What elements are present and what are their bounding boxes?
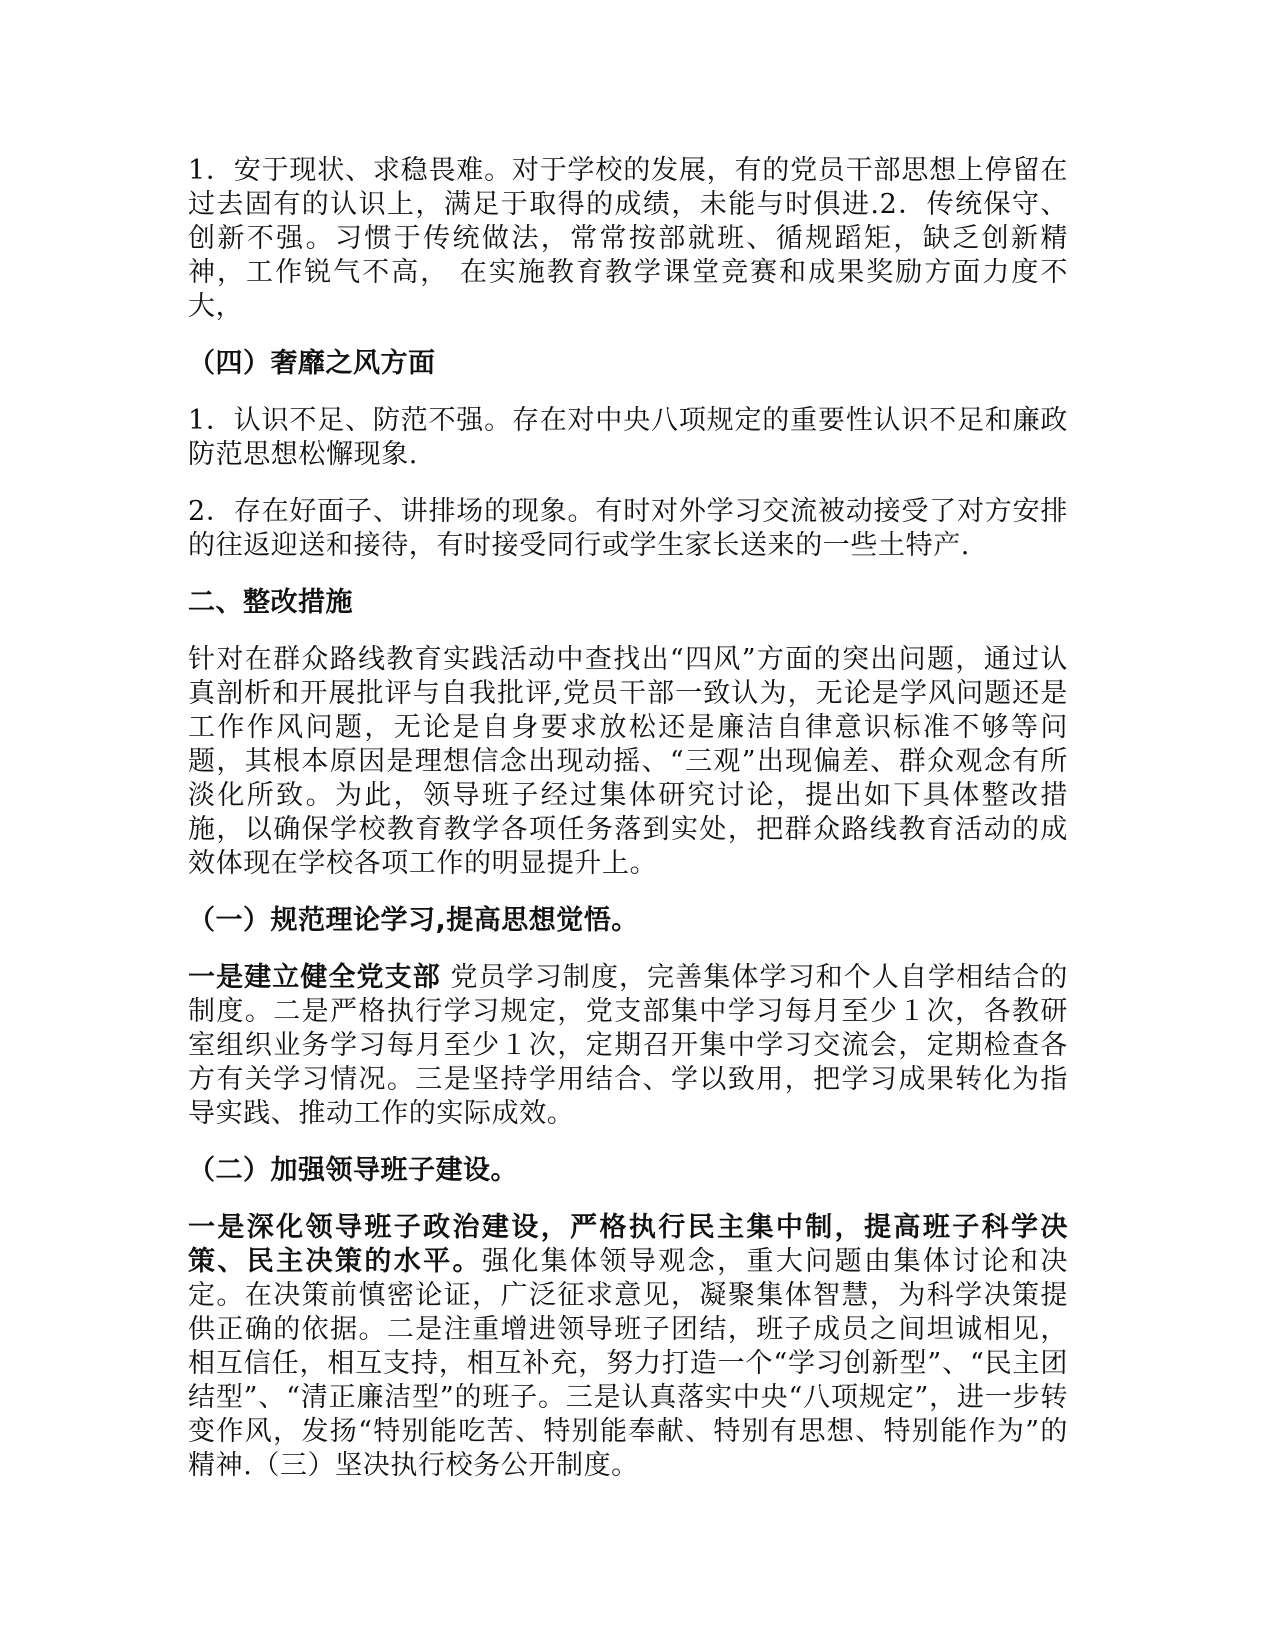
heading-leadership-building: （二）加强领导班子建设。 [188,1155,518,1186]
paragraph-body-text: 强化集体领导观念，重大问题由集体讨论和决定。在决策前慎密论证，广泛征求意见，凝聚集体智慧，为科学决策提供正确的依据。二是注重增进领导班子团结，班子成员之间坦诚相见，相互信任，相互支持，相互补充，努力打造一个“学习创新型”、“民主团结型”、“清正廉洁型”的班子。三是认真落实中央“八项规定”，进一步转变作风，发扬“特别能吃苦、特别能奉献、特别有思想、特别能作为”的 精神.（三）坚决执行校务公开制度。 [188,1246,1069,1481]
paragraph-leadership [188,1211,1068,1483]
paragraph-root-cause: 针对在群众路线教育实践活动中查找出“四风”方面的突出问题，通过认真剖析和开展批评与自我批评,党员干部一致认为，无论是学风问题还是工作作风问题，无论是自身要求放松还是廉洁自律意识标准不够等问题，其根本原因是理想信念出现动摇、“三观”出现偏差、群众观念有所淡化所致。为此，领导班子经过集体研究讨论，提出如下具体整改措施，以确保学校教育教学各项任务落到实处，把群众路线教育活动的成效体现在学校各项工作的明显提升上。 [188,644,1068,879]
paragraph-lead-phrase: 一是建立健全党支部 [188,962,441,993]
heading-rectification-measures: 二、整改措施 [188,587,353,618]
paragraph-face-saving: 2．存在好面子、讲排场的现象。有时对外学习交流被动接受了对方安排的往返迎送和接待，有时接受同行或学生家长送来的一些土特产. [188,496,1068,561]
document-body [188,148,1068,1506]
heading-extravagance: （四）奢靡之风方面 [188,348,436,379]
paragraph-lead-phrase: 一是深化领导班子政治建设，严格执行民主集中制，提高班子科学决策、民主决策的水平。 [188,1212,1068,1277]
paragraph-awareness: 1．认识不足、防范不强。存在对中央八项规定的重要性认识不足和廉政防范思想松懈现象. [188,405,1068,470]
heading-theory-study: （一）规范理论学习,提高思想觉悟。 [188,905,639,936]
paragraph-study-system [188,961,1068,1131]
paragraph-body-text: 党员学习制度，完善集体学习和个人自学相结合的制度。二是严格执行学习规定，党支部集中学习每月至少１次，各教研室组织业务学习每月至少１次，定期召开集中学习交流会，定期检查各方有关学习情况。三是坚持学用结合、学以致用，把学习成果转化为指导实践、推动工作的实际成效。 [188,962,1068,1129]
paragraph-conservatism: 1．安于现状、求稳畏难。对于学校的发展，有的党员干部思想上停留在过去固有的认识上，满足于取得的成绩，未能与时俱进.2．传统保守、创新不强。习惯于传统做法，常常按部就班、循规蹈矩，缺乏创新精神，工作锐气不高， 在实施教育教学课堂竞赛和成果奖励方面力度不大， [188,155,1068,322]
